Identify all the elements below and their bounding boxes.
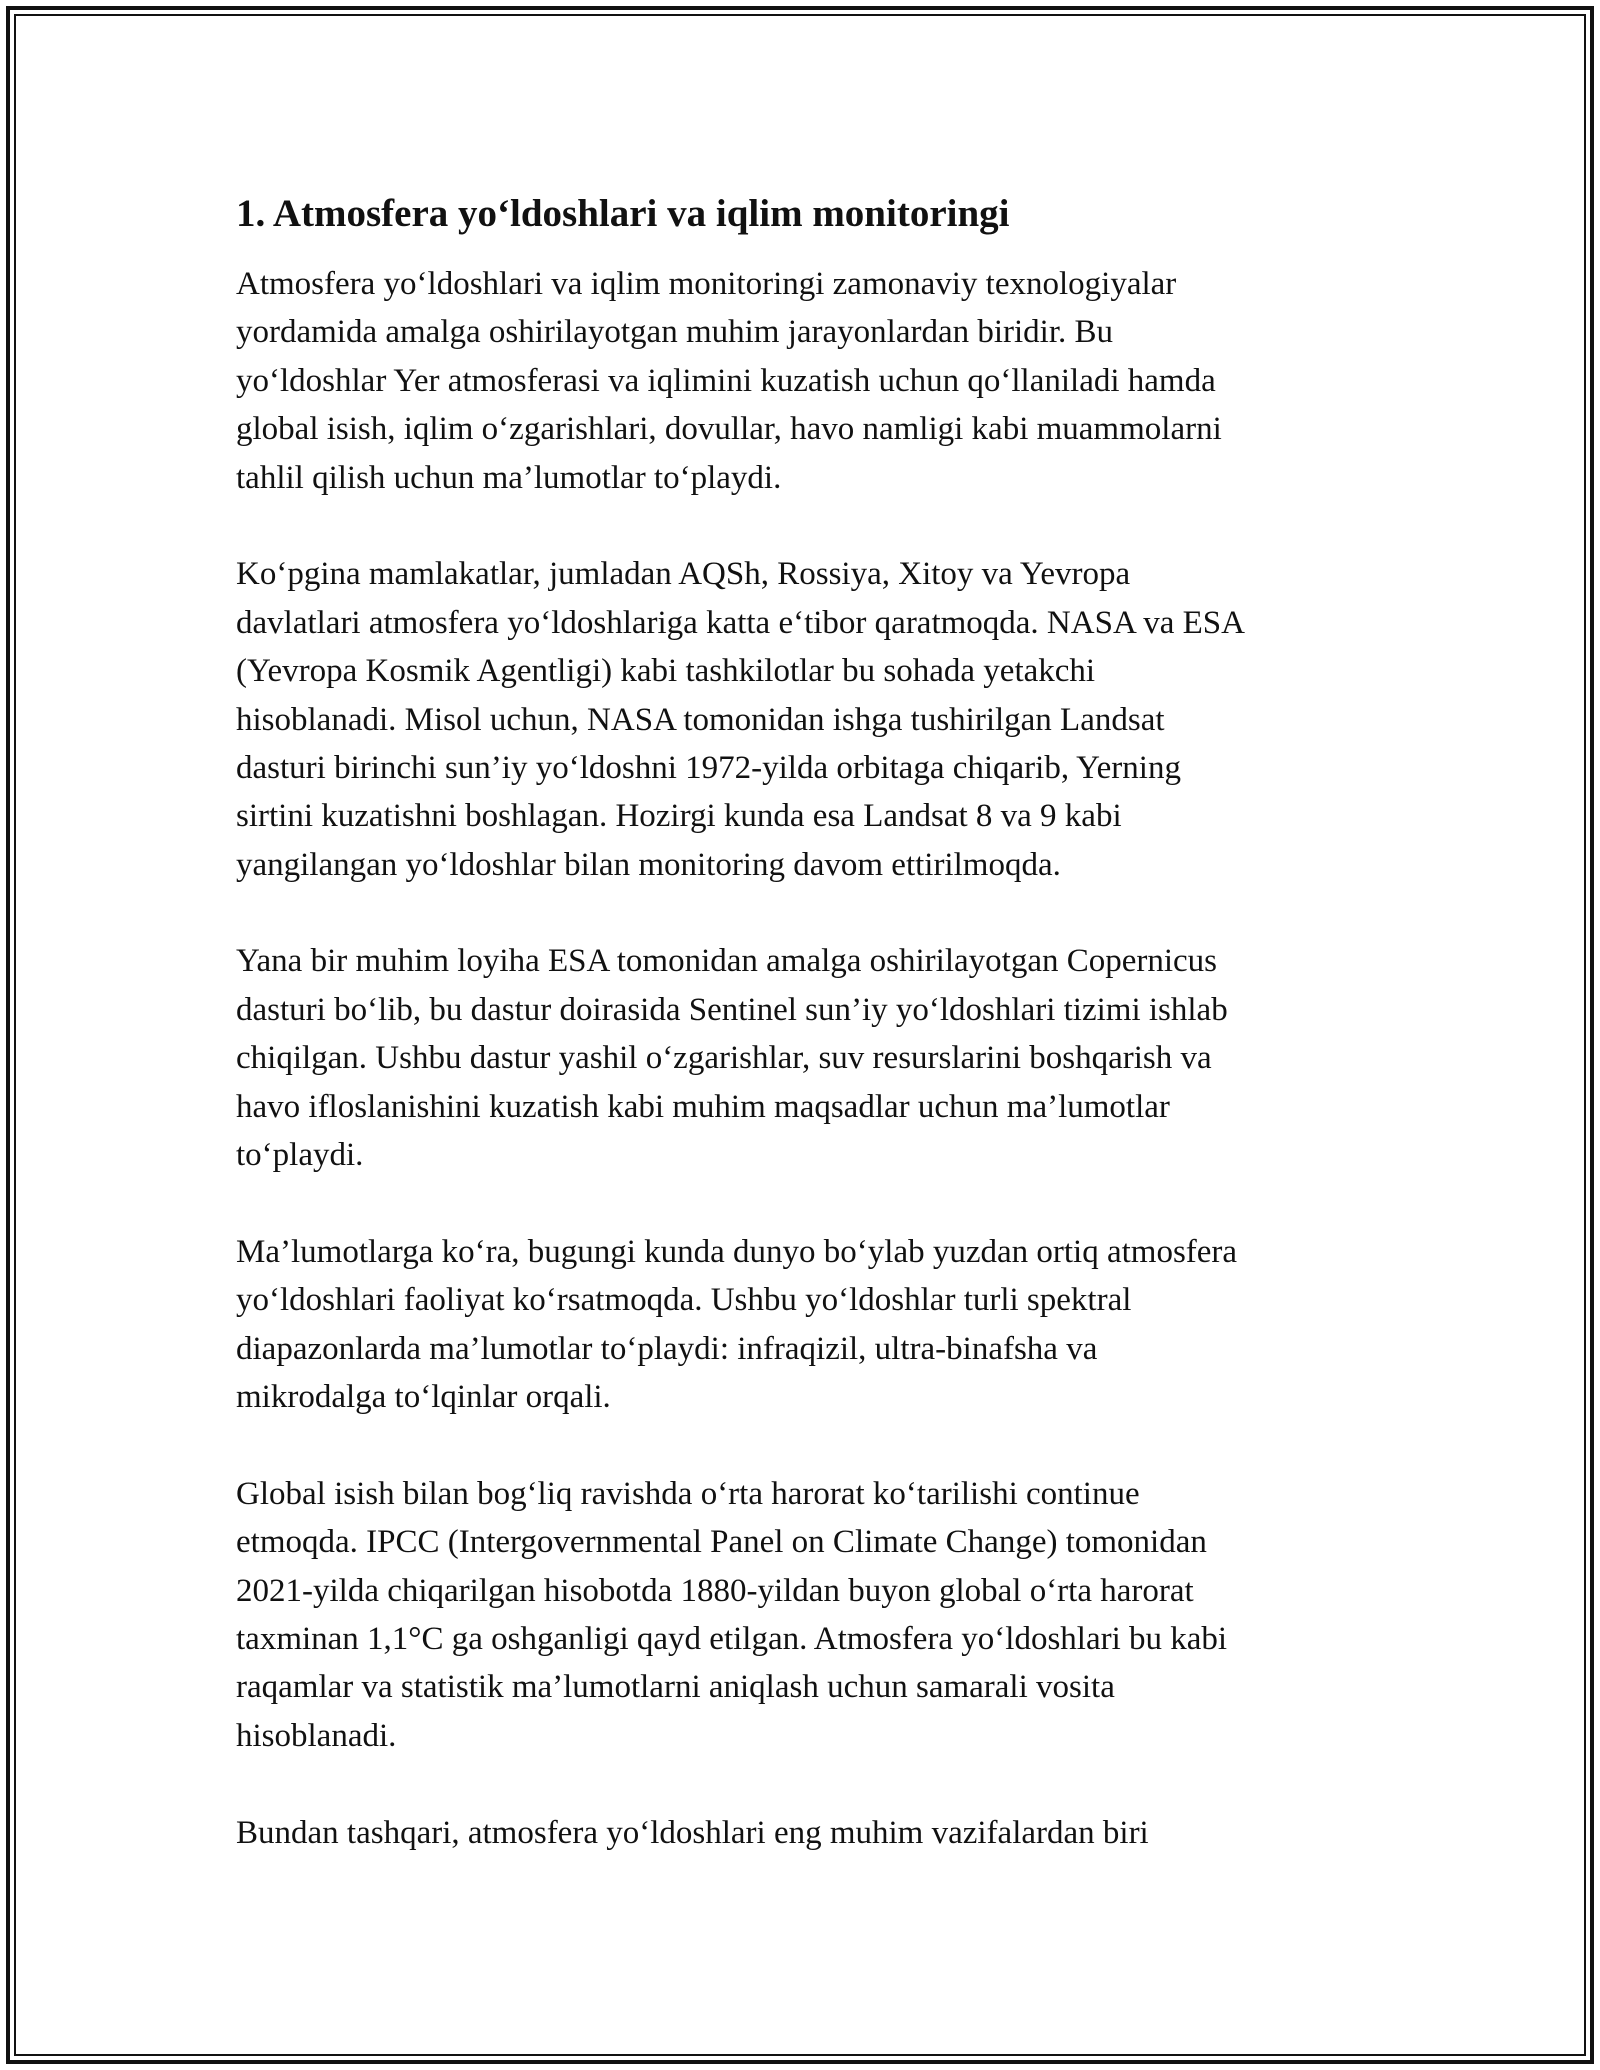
- paragraph-4: [236, 1228, 1366, 1422]
- text-line: davlatlari atmosfera yo‘ldoshlariga katta e‘tibor qaratmoqda. NASA va ESA: [236, 604, 1245, 641]
- text-line: Ko‘pgina mamlakatlar, jumladan AQSh, Rossiya, Xitoy va Yevropa: [236, 556, 1131, 593]
- text-line: (Yevropa Kosmik Agentligi) kabi tashkilotlar bu sohada yetakchi: [236, 653, 1096, 690]
- paragraph-1: [236, 260, 1366, 502]
- text-line: tahlil qilish uchun ma’lumotlar to‘playdi.: [236, 459, 782, 496]
- paragraph-3: [236, 937, 1366, 1179]
- text-line: dasturi birinchi sun’iy yo‘ldoshni 1972-yilda orbitaga chiqarib, Yerning: [236, 749, 1181, 786]
- text-line: dasturi bo‘lib, bu dastur doirasida Sentinel sun’iy yo‘ldoshlari tizimi ishlab: [236, 991, 1228, 1028]
- text-line: Bundan tashqari, atmosfera yo‘ldoshlari eng muhim vazifalardan biri: [236, 1814, 1149, 1851]
- text-line: yo‘ldoshlar Yer atmosferasi va iqlimini kuzatish uchun qo‘llaniladi hamda: [236, 362, 1216, 399]
- text-line: raqamlar va statistik ma’lumotlarni aniqlash uchun samarali vosita: [236, 1669, 1115, 1706]
- text-line: to‘playdi.: [236, 1137, 364, 1174]
- text-line: yangilangan yo‘ldoshlar bilan monitoring davom ettirilmoqda.: [236, 846, 1061, 883]
- text-line: havo ifloslanishini kuzatish kabi muhim maqsadlar uchun ma’lumotlar: [236, 1088, 1170, 1125]
- text-line: yordamida amalga oshirilayotgan muhim jarayonlardan biridir. Bu: [236, 314, 1114, 351]
- text-line: Global isish bilan bog‘liq ravishda o‘rta harorat ko‘tarilishi continue: [236, 1475, 1140, 1512]
- text-line: mikrodalga to‘lqinlar orqali.: [236, 1378, 611, 1415]
- paragraph-6: [236, 1809, 1366, 1857]
- text-line: hisoblanadi. Misol uchun, NASA tomonidan ishga tushirilgan Landsat: [236, 701, 1165, 738]
- text-line: sirtini kuzatishni boshlagan. Hozirgi kunda esa Landsat 8 va 9 kabi: [236, 798, 1122, 835]
- paragraph-2: [236, 550, 1366, 889]
- text-line: chiqilgan. Ushbu dastur yashil o‘zgarishlar, suv resurslarini boshqarish va: [236, 1040, 1212, 1077]
- text-line: 2021-yilda chiqarilgan hisobotda 1880-yildan buyon global o‘rta harorat: [236, 1572, 1194, 1609]
- document-body: [236, 186, 1366, 1905]
- text-line: taxminan 1,1°C ga oshganligi qayd etilgan. Atmosfera yo‘ldoshlari bu kabi: [236, 1620, 1228, 1657]
- text-line: Ma’lumotlarga ko‘ra, bugungi kunda dunyo bo‘ylab yuzdan ortiq atmosfera: [236, 1233, 1238, 1270]
- text-line: diapazonlarda ma’lumotlar to‘playdi: infraqizil, ultra-binafsha va: [236, 1330, 1098, 1367]
- text-line: Atmosfera yo‘ldoshlari va iqlim monitoringi zamonaviy texnologiyalar: [236, 266, 1177, 302]
- text-line: etmoqda. IPCC (Intergovernmental Panel on Climate Change) tomonidan: [236, 1524, 1207, 1561]
- text-line: yo‘ldoshlari faoliyat ko‘rsatmoqda. Ushbu yo‘ldoshlar turli spektral: [236, 1282, 1132, 1319]
- section-heading: 1. Atmosfera yo‘ldoshlari va iqlim monitoringi: [236, 192, 1010, 235]
- text-line: Yana bir muhim loyiha ESA tomonidan amalga oshirilayotgan Copernicus: [236, 943, 1218, 980]
- text-line: global isish, iqlim o‘zgarishlari, dovullar, havo namligi kabi muammolarni: [236, 411, 1222, 448]
- text-line: hisoblanadi.: [236, 1717, 397, 1754]
- paragraph-5: [236, 1470, 1366, 1760]
